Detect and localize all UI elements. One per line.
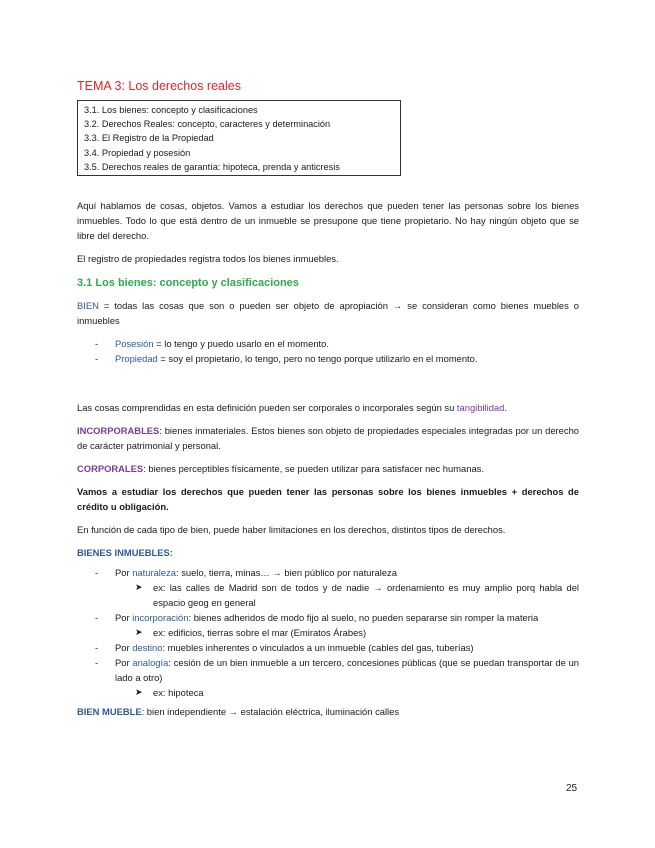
bien-term: BIEN — [77, 300, 99, 312]
por-prefix: Por — [115, 612, 133, 624]
incorporales-def: : bienes inmateriales. Estos bienes son objeto de propiedades especiales integradas por un derecho de carácter patrimonial y personal. — [77, 425, 579, 452]
cosas-text: Las cosas comprendidas en esta definición pueden ser corporales o incorporales según su — [77, 402, 457, 414]
list-item — [77, 336, 579, 351]
bold-statement: Vamos a estudiar los derechos que pueden tener las personas sobre los bienes inmuebles + derechos de crédito u obligación. — [77, 486, 579, 513]
toc-item: 3.3. El Registro de la Propiedad — [84, 133, 214, 144]
bien-def: = todas las cosas que son o pueden ser objeto de apropiación → se consideran como bienes muebles o inmuebles — [77, 300, 579, 327]
page-number: 25 — [566, 783, 578, 794]
por-prefix: Por — [115, 567, 133, 579]
list-item — [77, 565, 579, 580]
corporales-term: CORPORALES — [77, 463, 144, 475]
colon: : — [169, 547, 173, 559]
por-prefix: Por — [115, 642, 133, 654]
naturaleza-example: ex: las calles de Madrid son de todos y de nadie → ordenamiento es muy amplio porq habla del espacio geog en general — [153, 582, 579, 609]
arrowhead-bullet-icon: ➤ — [135, 582, 143, 593]
sub-item — [77, 685, 579, 700]
sub-item — [77, 625, 579, 640]
incorporacion-term: incorporación — [132, 612, 189, 624]
page-content — [77, 78, 579, 727]
por-prefix: Por — [115, 657, 133, 669]
funcion-paragraph: En función de cada tipo de bien, puede haber limitaciones en los derechos, distintos tipos de derechos. — [77, 524, 506, 536]
incorporales-term: INCORPORABLES — [77, 425, 160, 437]
page-title: TEMA 3: Los derechos reales — [77, 79, 241, 93]
list-item — [77, 610, 579, 625]
inmuebles-list — [77, 565, 579, 580]
arrowhead-bullet-icon: ➤ — [135, 687, 143, 698]
corporales-paragraph — [77, 461, 579, 476]
posesion-term: Posesión — [115, 338, 154, 350]
mueble-term: BIEN MUEBLE — [77, 706, 142, 718]
toc-item: 3.4. Propiedad y posesión — [84, 147, 191, 158]
incorporacion-example: ex: edificios, tierras sobre el mar (Emiratos Árabes) — [153, 627, 367, 639]
list-item — [77, 655, 579, 685]
intro-paragraph: Aquí hablamos de cosas, objetos. Vamos a estudiar los derechos que pueden tener las personas sobre los bienes inmuebles. Todo lo que está dentro de un inmueble se presupone que tiene propietario. No hay ningún objeto que se libre del derecho. — [77, 200, 579, 242]
destino-def: : muebles inherentes o vinculados a un inmueble (cables del gas, tuberías) — [162, 642, 474, 654]
incorporales-paragraph — [77, 423, 579, 453]
inmuebles-heading — [77, 545, 579, 560]
posesion-def: = lo tengo y puedo usarlo en el momento. — [153, 338, 329, 350]
toc-item: 3.1. Los bienes: concepto y clasificaciones — [84, 105, 258, 115]
inmuebles-term: BIENES INMUEBLES — [77, 547, 170, 559]
sub-item — [77, 580, 579, 610]
naturaleza-def: : suelo, tierra, minas… → bien público por naturaleza — [175, 567, 397, 579]
analogia-example: ex: hipoteca — [153, 687, 204, 699]
table-of-contents — [77, 100, 401, 176]
toc-item: 3.5. Derechos reales de garantía: hipoteca, prenda y anticresis — [84, 161, 340, 172]
destino-term: destino — [132, 642, 163, 654]
list-item — [77, 640, 579, 655]
propiedad-def: = soy el propietario, lo tengo, pero no tengo porque utilizarlo en el momento. — [157, 353, 478, 365]
corporales-def: : bienes perceptibles físicamente, se pueden utilizar para satisfacer nec humanas. — [143, 463, 484, 475]
list-item — [77, 351, 579, 366]
incorporacion-def: : bienes adheridos de modo fijo al suelo, no pueden separarse sin romper la materia — [188, 612, 539, 624]
analogia-def: : cesión de un bien inmueble a un tercero, concesiones públicas (que se puedan transportar de un lado a otro) — [115, 657, 579, 684]
propiedad-term: Propiedad — [115, 353, 158, 365]
spacer — [77, 374, 579, 400]
naturaleza-term: naturaleza — [132, 567, 176, 579]
period: . — [504, 402, 507, 414]
toc-item: 3.2. Derechos Reales: concepto, caracteres y determinación — [84, 119, 331, 130]
arrowhead-bullet-icon: ➤ — [135, 627, 143, 638]
tangibilidad-term: tangibilidad — [456, 402, 505, 414]
posesion-propiedad-list — [77, 336, 579, 366]
mueble-def: : bien independiente → estalación eléctrica, iluminación calles — [141, 706, 400, 718]
bien-definition — [77, 298, 579, 328]
section-heading: 3.1 Los bienes: concepto y clasificaciones — [77, 277, 299, 290]
bien-mueble-paragraph — [77, 704, 579, 719]
registro-paragraph: El registro de propiedades registra todos los bienes inmuebles. — [77, 253, 339, 265]
cosas-paragraph — [77, 400, 579, 415]
inmuebles-list — [77, 610, 579, 625]
inmuebles-list — [77, 640, 579, 685]
analogia-term: analogía — [132, 657, 169, 669]
